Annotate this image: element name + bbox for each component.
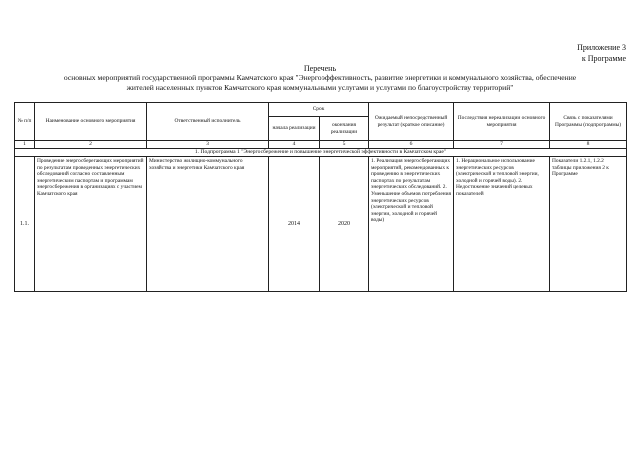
header-consequences: Последствия нереализации основного мероприятия (454, 103, 550, 141)
row-link-indicators: Показатели 1.2.1, 1.2.2 таблицы приложения 2 к Программе (550, 157, 627, 292)
measures-table (14, 102, 627, 292)
row-expected-result: 1. Реализация энергосберегающих мероприятий, рекомендованных к проведению в энергетических паспортах по результатам энергетических обследований. 2. Уменьшение объемов потребления энергетических ресурсов (электрической и тепловой энергии, холодной и горячей воды) (369, 157, 454, 292)
subtitle-line-2: жителей населенных пунктов Камчатского края коммунальными услугами и услугами по благоустройству территорий" (126, 82, 514, 92)
header-end: окончания реализации (320, 117, 369, 141)
row-num: 1.1. (15, 157, 35, 292)
header-expected-result: Ожидаемый непосредственный результат (краткое описание) (369, 103, 454, 141)
column-number: 6 (369, 141, 454, 149)
subprogram-title: 1. Подпрограмма 1 "Энергосбережение и повышение энергетической эффективности в Камчатском крае" (15, 149, 627, 157)
page-title: Перечень (303, 64, 337, 73)
header-start: начала реализации (269, 117, 320, 141)
row-executor: Министерство жилищно-коммунального хозяйства и энергетики Камчатского края (147, 157, 269, 292)
table-row (15, 157, 627, 292)
annex-line-2: к Программе (581, 54, 626, 63)
column-number: 2 (35, 141, 147, 149)
column-number: 4 (269, 141, 320, 149)
column-number: 7 (454, 141, 550, 149)
header-link-indicators: Связь с показателями Программы (подпрограммы) (550, 103, 627, 141)
header-term: Срок (269, 103, 369, 117)
row-start-year: 2014 (269, 157, 320, 292)
header-num: № п/п (15, 103, 35, 141)
column-number: 3 (147, 141, 269, 149)
row-end-year: 2020 (320, 157, 369, 292)
column-number: 1 (15, 141, 35, 149)
header-executor: Ответственный исполнитель (147, 103, 269, 141)
column-number: 5 (320, 141, 369, 149)
row-measure-name: Проведение энергосберегающих мероприятий по результатам проведенных энергетических обследований согласно составленным энергетическим паспортам и программам энергосбережения в организациях с участием Камчатского края (35, 157, 147, 292)
page-subtitle (20, 73, 620, 92)
annex-line-1: Приложение 3 (577, 43, 626, 52)
header-measure-name: Наименование основного мероприятия (35, 103, 147, 141)
row-consequences: 1. Нерациональное использование энергетических ресурсов (электрической и тепловой энергии, холодной и горячей воды). 2. Недостижение значений целевых показателей (454, 157, 550, 292)
annex-label (577, 42, 626, 64)
subtitle-line-1: основных мероприятий государственной программы Камчатского края "Энергоэффективность, развитие энергетики и коммунального хозяйства, обеспечение (63, 73, 577, 82)
column-number: 8 (550, 141, 627, 149)
